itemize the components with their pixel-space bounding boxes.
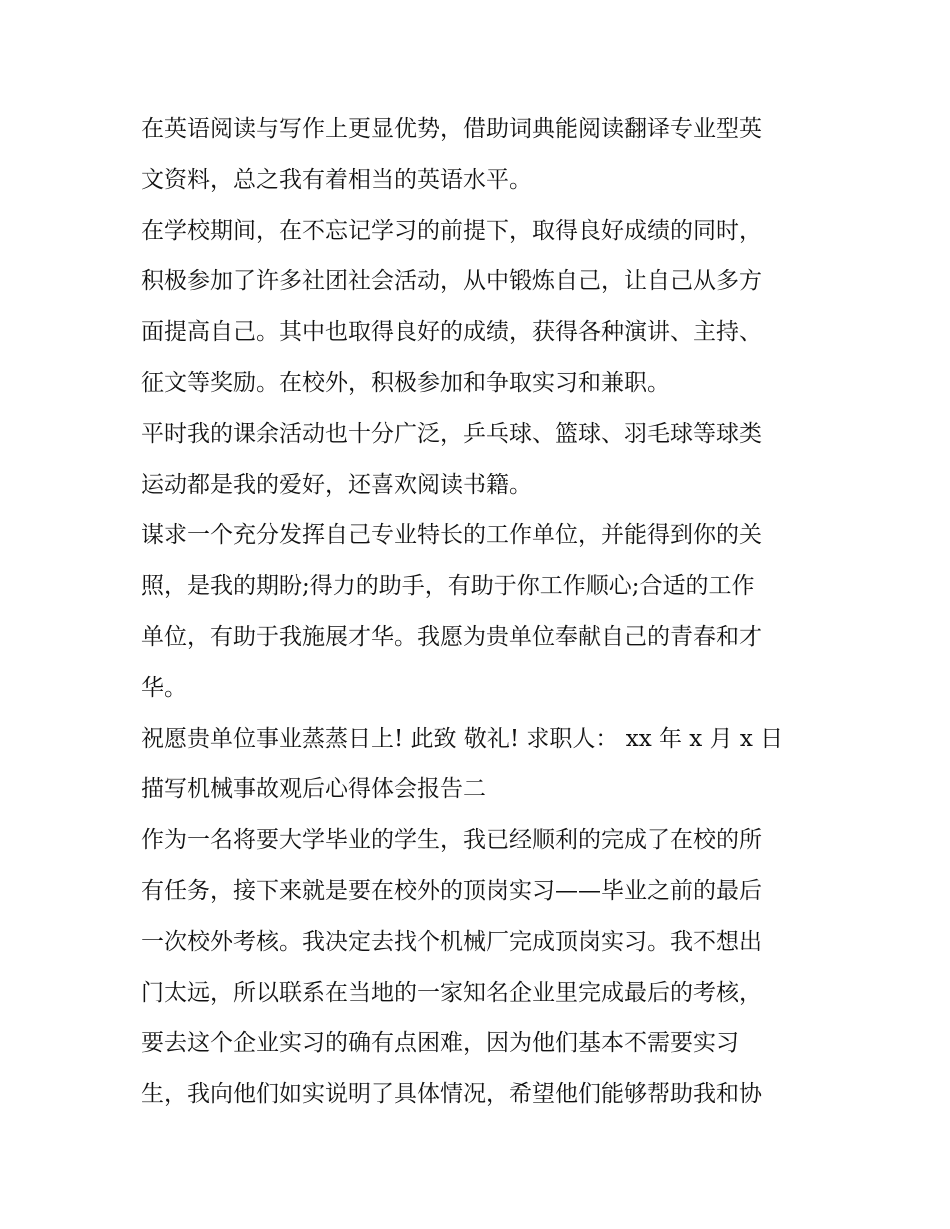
text-line: 积极参加了许多社团社会活动，从中锻炼自己，让自己从多方 [141, 268, 762, 295]
text-line: 照，是我的期盼;得力的助手，有助于你工作顺心;合适的工作 [141, 573, 755, 600]
text-line: 一次校外考核。我决定去找个机械厂完成顶岗实习。我不想出 [141, 928, 762, 955]
closing-line: 祝愿贵单位事业蒸蒸日上! 此致 敬礼! 求职人： xx 年 x 月 x 日 [141, 725, 784, 752]
text-line: 运动都是我的爱好，还喜欢阅读书籍。 [141, 471, 532, 498]
text-line: 谋求一个充分发挥自己专业特长的工作单位，并能得到你的关 [141, 522, 762, 549]
text-line: 文资料，总之我有着相当的英语水平。 [141, 166, 532, 193]
text-line: 生，我向他们如实说明了具体情况，希望他们能够帮助我和协 [141, 1081, 762, 1108]
text-line: 作为一名将要大学毕业的学生，我已经顺利的完成了在校的所 [141, 827, 762, 854]
text-line: 面提高自己。其中也取得良好的成绩，获得各种演讲、主持、 [141, 319, 762, 346]
text-line: 门太远，所以联系在当地的一家知名企业里完成最后的考核， [141, 979, 762, 1006]
text-line: 在英语阅读与写作上更显优势，借助词典能阅读翻译专业型英 [141, 116, 762, 142]
text-line: 在学校期间，在不忘记学习的前提下，取得良好成绩的同时， [141, 217, 762, 244]
text-line: 华。 [141, 674, 187, 701]
text-line: 要去这个企业实习的确有点困难，因为他们基本不需要实习 [141, 1030, 739, 1057]
section-title: 描写机械事故观后心得体会报告二 [141, 776, 486, 803]
text-line: 单位，有助于我施展才华。我愿为贵单位奉献自己的青春和才 [141, 623, 762, 650]
text-line: 征文等奖励。在校外，积极参加和争取实习和兼职。 [141, 369, 670, 396]
text-line: 平时我的课余活动也十分广泛，乒乓球、篮球、羽毛球等球类 [141, 420, 762, 447]
text-line: 有任务，接下来就是要在校外的顶岗实习——毕业之前的最后 [141, 877, 762, 904]
document-body [141, 104, 813, 1120]
